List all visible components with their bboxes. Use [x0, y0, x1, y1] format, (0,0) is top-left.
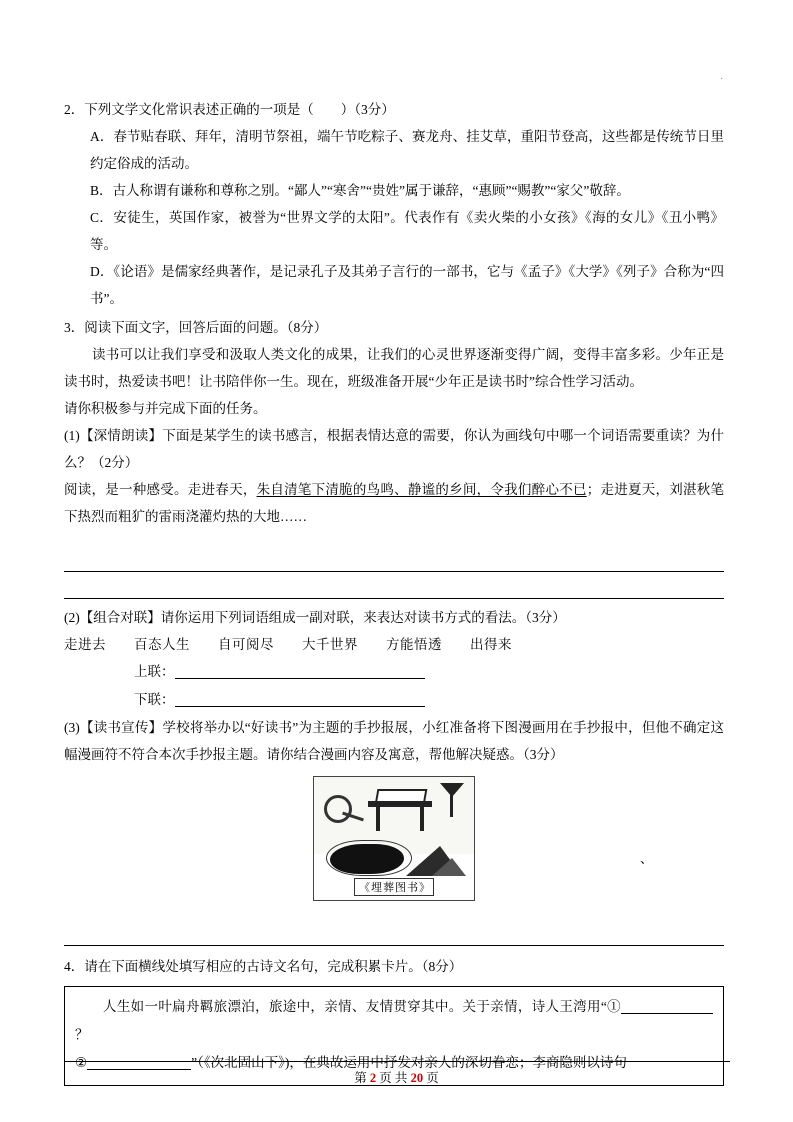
question-3-passage-2: 请你积极参与并完成下面的任务。 — [64, 401, 267, 416]
lamp-icon — [430, 783, 464, 817]
quote-underlined: 朱自清笔下清脆的鸟鸣、静谧的乡间，令我们醉心不已 — [256, 482, 587, 497]
quote-prefix: 阅读，是一种感受。走进春天， — [64, 482, 257, 497]
couplet-line-1 — [64, 658, 724, 686]
sub-3-text: 学校将举办以“好读书”为主题的手抄报展，小红准备将下图漫画用在手抄报中，但他不确定这幅漫画符不符合本次手抄报主题。请你结合漫画内容及寓意，帮他解决疑惑。（3分） — [64, 720, 724, 762]
question-3-sub-1-quote — [64, 476, 724, 530]
couplet-line-2-blank[interactable] — [175, 690, 425, 707]
question-3-stem: 3．阅读下面文字，回答后面的问题。（8分） — [64, 320, 328, 335]
answer-space-top — [64, 530, 724, 550]
answer-space-bottom — [64, 910, 724, 924]
footer-page-number: 2 — [369, 1071, 377, 1085]
sub-2-label: (2)【组合对联】 — [64, 610, 161, 625]
footer-suffix: 页 — [426, 1071, 439, 1085]
footer-mid: 页 共 — [379, 1071, 408, 1085]
answer-line-3[interactable] — [64, 924, 724, 951]
couplet-word-3: 自可阅尽 — [218, 637, 274, 652]
couplet-word-4: 大千世界 — [302, 637, 358, 652]
cartoon-soil-mound-small — [432, 858, 466, 876]
answer-line-1[interactable] — [64, 550, 724, 577]
question-2-option-d: D．《论语》是儒家经典著作，是记录孔子及其弟子言行的一部书，它与《孟子》《大学》《列子》合称为“四书”。 — [90, 264, 724, 306]
card-marker-2: ② — [75, 1055, 88, 1070]
quote-suffix: ；走进夏天，刘湛秋笔下热烈而粗犷的雷雨浇灌灼热的大地…… — [64, 482, 725, 524]
question-3-sub-2 — [64, 604, 724, 631]
page-corner-mark: . — [720, 70, 723, 82]
couplet-word-1: 走进去 — [64, 637, 106, 652]
couplet-line-2-label: 下联： — [134, 692, 175, 707]
card-text-2: ”（《次北固山下》)，在典故运用中抒发对亲人的深切眷恋；李商隐则以诗句 — [191, 1055, 627, 1070]
shovel-icon — [322, 793, 362, 823]
sub-3-label: (3)【读书宣传】 — [64, 720, 163, 735]
question-2-option-c: C．安徒生，英国作家，被誉为“世界文学的太阳”。代表作有《卖火柴的小女孩》《海的女儿》《丑小鸭》等。 — [90, 210, 724, 252]
cartoon-side-mark: 、 — [640, 851, 654, 866]
couplet-line-1-blank[interactable] — [175, 662, 425, 679]
footer-prefix: 第 — [354, 1071, 367, 1085]
question-2-option-a: A．春节贴春联、拜年，清明节祭祖，端午节吃粽子、赛龙舟、挂艾草，重阳节登高，这些都是传统节日里约定俗成的活动。 — [90, 129, 724, 171]
couplet-word-2: 百态人生 — [134, 637, 190, 652]
cartoon-container — [64, 776, 724, 906]
couplet-word-6: 出得来 — [470, 637, 512, 652]
question-3-sub-1 — [64, 422, 724, 476]
couplet-line-2 — [64, 686, 724, 714]
page-footer — [0, 1061, 793, 1086]
page-content — [64, 96, 724, 1088]
cartoon-pit — [328, 844, 405, 874]
footer-divider — [64, 1061, 730, 1062]
couplet-word-5: 方能悟透 — [386, 637, 442, 652]
sub-1-text: 下面是某学生的读书感言，根据表情达意的需要，你认为画线句中哪一个词语需要重读？为什么？（2分） — [64, 428, 724, 470]
couplet-line-1-label: 上联： — [134, 664, 175, 679]
card-text-1-end: ？ — [75, 1027, 89, 1042]
footer-total-pages: 20 — [410, 1071, 424, 1085]
cartoon-caption: 《埋葬图书》 — [354, 878, 434, 896]
couplet-word-bank — [64, 631, 724, 658]
sub-1-label: (1)【深情朗读】 — [64, 428, 163, 443]
question-2 — [64, 96, 724, 312]
card-blank-1[interactable] — [621, 997, 713, 1014]
card-text-1: 人生如一叶扁舟羁旅漂泊，旅途中，亲情、友情贯穿其中。关于亲情，诗人王湾用“① — [103, 999, 621, 1014]
question-2-stem: 2．下列文学文化常识表述正确的一项是（ ）（3分） — [64, 102, 395, 117]
question-3-passage-1: 读书可以让我们享受和汲取人类文化的成果，让我们的心灵世界逐渐变得广阔，变得丰富多彩。少年正是读书时，热爱读书吧！让书陪伴你一生。现在，班级准备开展“少年正是读书时”综合性学习活动。 — [64, 347, 724, 389]
buried-books-cartoon — [313, 776, 475, 901]
answer-line-2[interactable] — [64, 577, 724, 604]
sub-2-text: 请你运用下列词语组成一副对联，来表达对读书方式的看法。（3分） — [160, 610, 566, 625]
question-3 — [64, 314, 724, 951]
question-3-sub-3 — [64, 714, 724, 768]
question-4-stem: 4．请在下面横线处填写相应的古诗文名句，完成积累卡片。（8分） — [64, 959, 463, 974]
question-2-option-b: B．古人称谓有谦称和尊称之别。“鄙人”“寒舍”“贵姓”属于谦辞，“惠顾”“赐教”“家父”敬辞。 — [90, 183, 630, 198]
desk-icon — [368, 787, 432, 831]
